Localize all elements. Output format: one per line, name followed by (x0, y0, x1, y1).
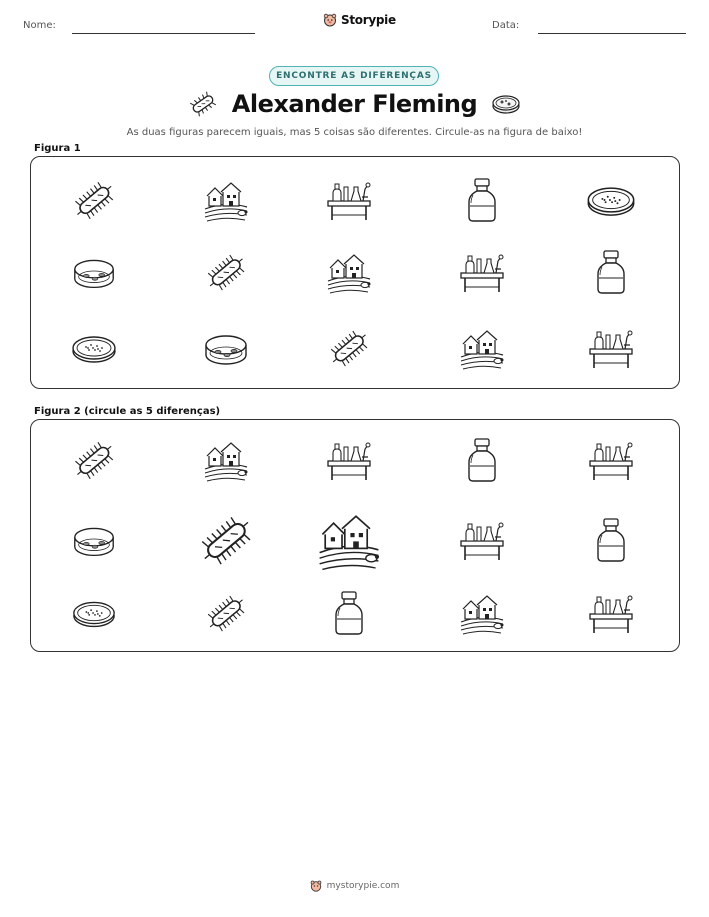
farm-icon (201, 435, 251, 485)
bottle-icon (457, 175, 507, 225)
figure-2-label: Figura 2 (circule as 5 diferenças) (34, 406, 221, 417)
petri-dish-spots-icon (201, 323, 251, 373)
petri-dish-icon (69, 323, 119, 373)
petri-dish-icon (70, 589, 118, 637)
farm-icon (201, 175, 251, 225)
name-field[interactable] (72, 33, 255, 34)
farm-icon (324, 247, 374, 297)
page-title: Alexander Fleming (231, 90, 478, 118)
figure-1-panel (30, 156, 680, 389)
lab-bench-icon (324, 435, 374, 485)
brand-name: Storypie (341, 13, 396, 27)
petri-dish-spots-icon (70, 516, 118, 564)
footer (0, 880, 709, 892)
storypie-mascot-icon (323, 13, 337, 27)
petri-dish-spots-icon (70, 248, 118, 296)
footer-url: mystorypie.com (326, 881, 400, 891)
brand-logo (323, 13, 396, 27)
farm-icon (457, 323, 507, 373)
lab-bench-icon (324, 175, 374, 225)
lab-bench-icon (586, 435, 636, 485)
bacteria-icon (69, 175, 119, 225)
bottle-icon (586, 515, 636, 565)
lab-bench-icon (457, 515, 507, 565)
bottle-icon (586, 247, 636, 297)
bottle-icon (324, 588, 374, 638)
lab-bench-icon (586, 323, 636, 373)
lab-bench-icon (586, 588, 636, 638)
bacteria-icon (325, 324, 373, 372)
petri-dish-icon (491, 92, 521, 116)
date-label: Data: (492, 20, 520, 31)
bacteria-icon (202, 248, 250, 296)
instructions-text: As duas figuras parecem iguais, mas 5 coisas são diferentes. Circule-as na figura de baixo! (126, 127, 583, 138)
storypie-mascot-icon (310, 880, 322, 892)
figure-1-label: Figura 1 (34, 143, 81, 154)
bacteria-icon (188, 91, 218, 117)
farm-icon (457, 588, 507, 638)
date-field[interactable] (538, 33, 686, 34)
name-label: Nome: (23, 20, 56, 31)
bottle-icon (457, 435, 507, 485)
lab-bench-icon (457, 247, 507, 297)
petri-dish-icon (584, 173, 638, 227)
bacteria-icon (202, 589, 250, 637)
figure-2-panel[interactable] (30, 419, 680, 652)
bacteria-icon (194, 508, 258, 572)
farm-icon (314, 505, 384, 575)
title-row (0, 90, 709, 118)
bacteria-icon (69, 435, 119, 485)
activity-badge: ENCONTRE AS DIFERENÇAS (269, 66, 439, 86)
